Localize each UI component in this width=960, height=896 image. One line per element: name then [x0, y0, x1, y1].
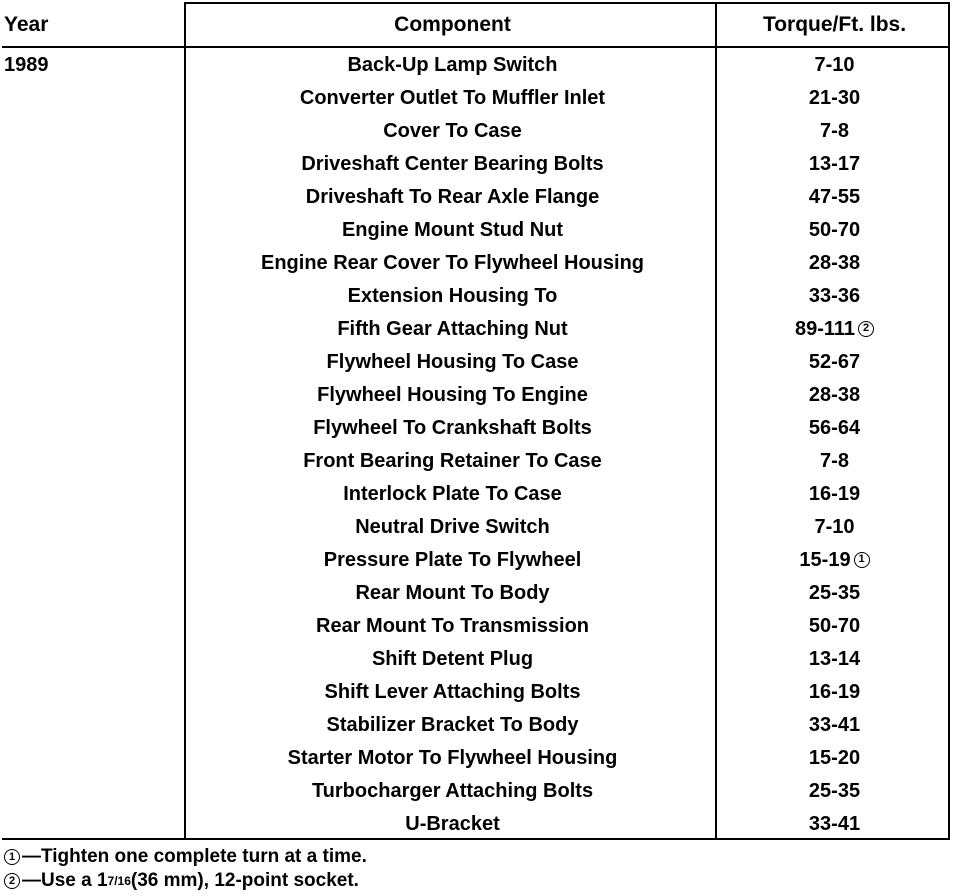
- year-value: 1989: [4, 53, 49, 76]
- table-row-torque: [719, 477, 950, 510]
- table-row-torque: [719, 312, 950, 345]
- table-row-component: Flywheel Housing To Engine: [317, 383, 588, 406]
- table-row-component: Pressure Plate To Flywheel: [323, 548, 582, 571]
- table-row-torque: [719, 543, 950, 576]
- footnote-ref-icon: 1: [854, 552, 870, 568]
- footnote-marker-2-icon: 2: [4, 873, 20, 889]
- table-row-torque: [719, 147, 950, 180]
- torque-value: 33-41: [808, 812, 861, 835]
- torque-value: 7-10: [814, 515, 855, 538]
- torque-value: 47-55: [808, 185, 861, 208]
- table-row-component: Neutral Drive Switch: [355, 515, 550, 538]
- table-row-torque: [719, 81, 950, 114]
- table-row-torque: [719, 642, 950, 675]
- table-row-component: Flywheel Housing To Case: [326, 350, 579, 373]
- table-row-component: Driveshaft Center Bearing Bolts: [301, 152, 604, 175]
- table-row-torque: [719, 411, 950, 444]
- torque-value: 21-30: [808, 86, 861, 109]
- table-row-component: U-Bracket: [405, 812, 500, 835]
- torque-value: 7-10: [814, 53, 855, 76]
- table-row-component: Flywheel To Crankshaft Bolts: [313, 416, 592, 439]
- table-row-torque: [719, 609, 950, 642]
- torque-value: 15-19: [799, 548, 851, 571]
- table-row-component: Front Bearing Retainer To Case: [303, 449, 602, 472]
- torque-value: 50-70: [808, 614, 861, 637]
- table-row-component: Stabilizer Bracket To Body: [326, 713, 579, 736]
- footnote-2-fraction: 7/16: [107, 874, 131, 888]
- torque-value: 28-38: [808, 383, 861, 406]
- torque-value: 25-35: [808, 581, 861, 604]
- table-row-component: Extension Housing To: [347, 284, 558, 307]
- torque-value: 15-20: [808, 746, 861, 769]
- torque-value: 33-41: [808, 713, 861, 736]
- torque-value: 33-36: [808, 284, 861, 307]
- footnote-ref-icon: 2: [858, 321, 874, 337]
- footnotes: [4, 845, 944, 893]
- torque-value: 7-8: [820, 119, 849, 142]
- table-row-component: Converter Outlet To Muffler Inlet: [299, 86, 606, 109]
- table-row-torque: [719, 774, 950, 807]
- torque-value: 16-19: [808, 680, 861, 703]
- header-torque: Torque/Ft. lbs.: [762, 12, 907, 36]
- footnote-2-text-after: (36 mm), 12-point socket.: [130, 870, 359, 891]
- table-row-component: Engine Mount Stud Nut: [341, 218, 564, 241]
- torque-value: 28-38: [808, 251, 861, 274]
- table-row-torque: [719, 510, 950, 543]
- table-row-torque: [719, 708, 950, 741]
- table-row-torque: [719, 246, 950, 279]
- torque-value: 7-8: [820, 449, 849, 472]
- table-row-torque: [719, 378, 950, 411]
- header-component: Component: [394, 12, 511, 36]
- year-column-rule: [184, 2, 186, 840]
- footnote-marker-1-icon: 1: [4, 849, 20, 865]
- table-row-component: Cover To Case: [383, 119, 522, 142]
- footnote-1-text: —Tighten one complete turn at a time.: [22, 846, 367, 867]
- table-row-component: Back-Up Lamp Switch: [347, 53, 558, 76]
- header-year: Year: [4, 12, 49, 36]
- torque-value: 25-35: [808, 779, 861, 802]
- table-row-component: Shift Detent Plug: [371, 647, 534, 670]
- table-row-torque: [719, 279, 950, 312]
- torque-value: 56-64: [808, 416, 861, 439]
- footnote-1: [4, 845, 944, 869]
- torque-value: 13-17: [808, 152, 861, 175]
- table-row-torque: [719, 741, 950, 774]
- table-row-torque: [719, 114, 950, 147]
- table-row-component: Driveshaft To Rear Axle Flange: [305, 185, 600, 208]
- table-row-torque: [719, 180, 950, 213]
- table-row-component: Interlock Plate To Case: [343, 482, 562, 505]
- table-row-component: Engine Rear Cover To Flywheel Housing: [260, 251, 645, 274]
- torque-value: 50-70: [808, 218, 861, 241]
- table-row-torque: [719, 576, 950, 609]
- footnote-2-text-before: —Use a 1: [22, 870, 108, 891]
- table-row-torque: [719, 48, 950, 81]
- table-row-torque: [719, 345, 950, 378]
- table-row-torque: [719, 807, 950, 840]
- torque-value: 13-14: [808, 647, 861, 670]
- torque-value: 52-67: [808, 350, 861, 373]
- table-row-component: Turbocharger Attaching Bolts: [311, 779, 594, 802]
- table-row-torque: [719, 444, 950, 477]
- torque-value: 16-19: [808, 482, 861, 505]
- table-row-component: Fifth Gear Attaching Nut: [337, 317, 568, 340]
- table-row-component: Rear Mount To Body: [355, 581, 550, 604]
- table-row-torque: [719, 675, 950, 708]
- footnote-2: [4, 869, 944, 893]
- table-row-component: Starter Motor To Flywheel Housing: [287, 746, 618, 769]
- table-row-torque: [719, 213, 950, 246]
- torque-value: 89-111: [794, 317, 856, 340]
- table-row-component: Rear Mount To Transmission: [316, 614, 589, 637]
- table-row-component: Shift Lever Attaching Bolts: [324, 680, 581, 703]
- torque-spec-table: [2, 2, 950, 840]
